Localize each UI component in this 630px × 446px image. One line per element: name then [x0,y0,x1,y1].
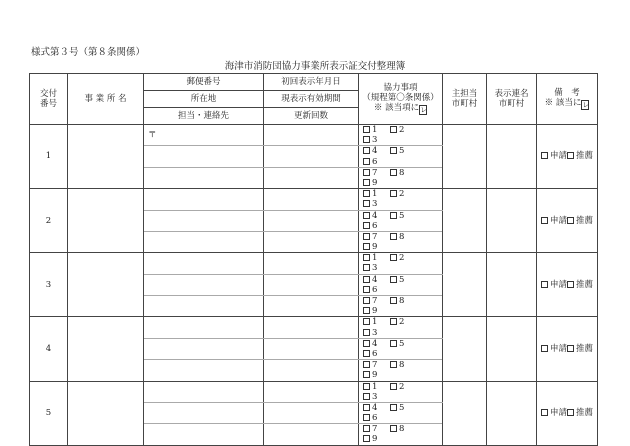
validity-cell[interactable] [264,338,359,359]
checkbox[interactable] [567,345,574,352]
header-address: 所在地 [144,91,264,108]
contact-cell[interactable] [144,424,264,445]
checkbox[interactable] [541,345,548,352]
primary-city-cell[interactable] [443,253,487,317]
remarks-cell: 申請 推薦 [537,381,598,445]
primary-city-cell[interactable] [443,189,487,253]
document-title: 海津市消防団協力事業所表示証交付整理簿 [224,61,406,72]
row-number: 4 [30,317,68,381]
tick-box-icon: レ [582,101,590,110]
address-cell[interactable] [144,274,264,295]
checkbox[interactable] [390,169,397,176]
display-city-cell[interactable] [487,253,537,317]
cooperation-options-row: 7 89 [359,231,443,252]
postal-code-cell[interactable] [144,253,264,274]
checkbox[interactable] [390,297,397,304]
checkbox[interactable] [363,222,370,229]
cooperation-options-row: 7 89 [359,424,443,445]
checkbox[interactable] [363,126,370,133]
checkbox[interactable] [363,361,370,368]
validity-cell[interactable] [264,210,359,231]
checkbox[interactable] [363,307,370,314]
checkbox[interactable] [390,340,397,347]
office-name-cell[interactable] [68,189,144,253]
table-row [30,189,598,210]
checkbox[interactable] [390,126,397,133]
checkbox[interactable] [363,393,370,400]
cooperation-options-row: 1 23 [359,125,443,146]
checkbox[interactable] [363,147,370,154]
table-row [30,381,598,402]
header-remarks: 備 考 ※ 該当にレ [537,74,598,125]
tick-box-icon: レ [420,106,428,115]
remarks-cell: 申請 推薦 [537,253,598,317]
table-row [30,317,598,338]
first-display-cell[interactable] [264,189,359,210]
address-cell[interactable] [144,338,264,359]
address-cell[interactable] [144,210,264,231]
form-number: 様式第３号（第８条関係） [31,47,146,58]
checkbox[interactable] [363,179,370,186]
renewals-cell[interactable] [264,296,359,317]
checkbox[interactable] [390,212,397,219]
contact-cell[interactable] [144,360,264,381]
checkbox[interactable] [541,217,548,224]
checkbox[interactable] [567,409,574,416]
display-city-cell[interactable] [487,317,537,381]
checkbox[interactable] [390,254,397,261]
cooperation-options-row: 4 56 [359,338,443,359]
cooperation-options-row: 1 23 [359,189,443,210]
checkbox[interactable] [390,233,397,240]
checkbox[interactable] [363,254,370,261]
postal-code-cell[interactable] [144,317,264,338]
primary-city-cell[interactable] [443,317,487,381]
checkbox[interactable] [363,243,370,250]
office-name-cell[interactable] [68,253,144,317]
cooperation-options-row: 7 89 [359,360,443,381]
register-table [29,73,598,446]
office-name-cell[interactable] [68,317,144,381]
checkbox[interactable] [390,318,397,325]
checkbox[interactable] [390,276,397,283]
contact-cell[interactable] [144,231,264,252]
table-row [30,253,598,274]
primary-city-cell[interactable] [443,125,487,189]
checkbox[interactable] [363,425,370,432]
checkbox[interactable] [541,152,548,159]
renewals-cell[interactable] [264,424,359,445]
checkbox[interactable] [363,297,370,304]
validity-cell[interactable] [264,146,359,167]
header-display-city: 表示連名 市町村 [487,74,537,125]
checkbox[interactable] [390,425,397,432]
contact-cell[interactable] [144,296,264,317]
first-display-cell[interactable] [264,381,359,402]
checkbox[interactable] [541,281,548,288]
cooperation-options-row: 4 56 [359,274,443,295]
checkbox[interactable] [390,383,397,390]
postal-code-cell[interactable] [144,189,264,210]
checkbox[interactable] [567,152,574,159]
first-display-cell[interactable] [264,317,359,338]
checkbox[interactable] [363,169,370,176]
header-cooperation: 協力事項 （規程第〇条関係） ※ 該当項にレ [359,74,443,125]
address-cell[interactable] [144,402,264,423]
table-row [30,125,598,146]
checkbox[interactable] [363,136,370,143]
renewals-cell[interactable] [264,360,359,381]
validity-cell[interactable] [264,274,359,295]
display-city-cell[interactable] [487,381,537,445]
cooperation-options-row: 4 56 [359,210,443,231]
checkbox[interactable] [363,286,370,293]
cooperation-options-row: 4 56 [359,146,443,167]
header-issue-no: 交付 番号 [30,74,68,125]
checkbox[interactable] [363,435,370,442]
header-first-display: 初回表示年月日 [264,74,359,91]
checkbox[interactable] [541,409,548,416]
postal-code-cell[interactable] [144,125,264,146]
header-primary-city: 主担当 市町村 [443,74,487,125]
checkbox[interactable] [363,350,370,357]
checkbox[interactable] [363,276,370,283]
cooperation-options-row: 1 23 [359,381,443,402]
remarks-cell: 申請 推薦 [537,125,598,189]
header-contact: 担当・連絡先 [144,108,264,125]
row-number: 2 [30,189,68,253]
office-name-cell[interactable] [68,125,144,189]
checkbox[interactable] [390,190,397,197]
remarks-cell: 申請 推薦 [537,189,598,253]
checkbox[interactable] [363,329,370,336]
renewals-cell[interactable] [264,231,359,252]
checkbox[interactable] [363,371,370,378]
postal-code-cell[interactable] [144,381,264,402]
checkbox[interactable] [363,158,370,165]
checkbox[interactable] [363,264,370,271]
header-office-name: 事 業 所 名 [68,74,144,125]
cooperation-options-row: 1 23 [359,253,443,274]
checkbox[interactable] [390,361,397,368]
row-number: 3 [30,253,68,317]
checkbox[interactable] [390,404,397,411]
office-name-cell[interactable] [68,381,144,445]
row-number: 1 [30,125,68,189]
checkbox[interactable] [363,340,370,347]
first-display-cell[interactable] [264,125,359,146]
display-city-cell[interactable] [487,125,537,189]
renewals-cell[interactable] [264,167,359,188]
row-number: 5 [30,381,68,445]
checkbox[interactable] [363,414,370,421]
header-renewals: 更新回数 [264,108,359,125]
cooperation-options-row: 7 89 [359,296,443,317]
checkbox[interactable] [363,190,370,197]
contact-cell[interactable] [144,167,264,188]
checkbox[interactable] [363,383,370,390]
checkbox[interactable] [567,217,574,224]
checkbox[interactable] [363,318,370,325]
display-city-cell[interactable] [487,189,537,253]
first-display-cell[interactable] [264,253,359,274]
header-postal-code: 郵便番号 [144,74,264,91]
cooperation-options-row: 7 89 [359,167,443,188]
postal-symbol: 〒 [148,130,157,141]
checkbox[interactable] [363,404,370,411]
header-validity: 現表示有効期間 [264,91,359,108]
checkbox[interactable] [567,281,574,288]
cooperation-options-row: 4 56 [359,402,443,423]
cooperation-options-row: 1 23 [359,317,443,338]
checkbox[interactable] [390,147,397,154]
address-cell[interactable] [144,146,264,167]
primary-city-cell[interactable] [443,381,487,445]
checkbox[interactable] [363,233,370,240]
checkbox[interactable] [363,212,370,219]
validity-cell[interactable] [264,402,359,423]
checkbox[interactable] [363,200,370,207]
remarks-cell: 申請 推薦 [537,317,598,381]
